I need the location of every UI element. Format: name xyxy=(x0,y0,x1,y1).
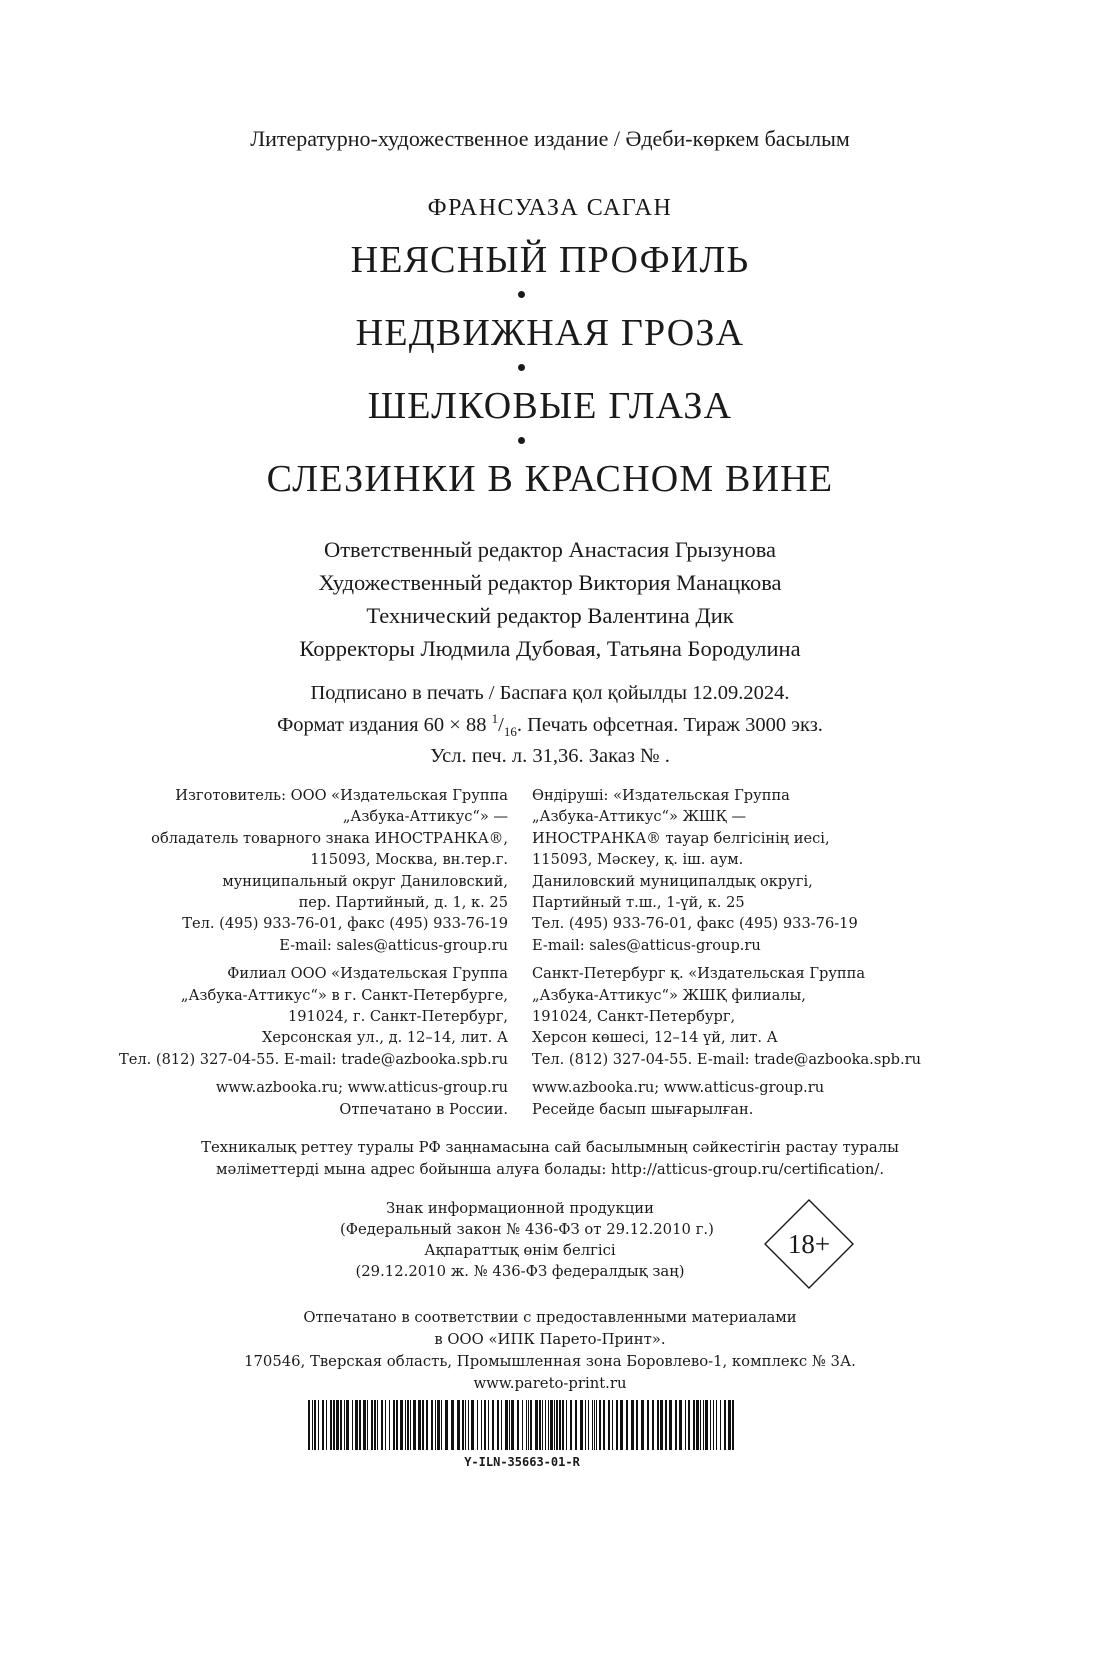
barcode-bars xyxy=(308,1400,736,1450)
barcode-bar xyxy=(457,1400,460,1450)
barcode-bar xyxy=(594,1400,595,1450)
title-separator-bullet xyxy=(518,291,525,298)
branch-line: 191024, г. Санкт-Петербург, xyxy=(287,1008,508,1026)
barcode-bar xyxy=(693,1400,695,1450)
barcode-bar xyxy=(333,1400,335,1450)
barcode-bar xyxy=(501,1400,502,1450)
barcode-bar xyxy=(330,1400,332,1450)
barcode-bar xyxy=(652,1400,654,1450)
barcode-bar xyxy=(407,1400,409,1450)
branch-line: Тел. (812) 327-04-55. E-mail: trade@azbooka.spb.ru xyxy=(118,1050,508,1068)
barcode-bar xyxy=(511,1400,514,1450)
barcode-bar xyxy=(405,1400,406,1450)
barcode-bar xyxy=(359,1400,361,1450)
barcode-bar xyxy=(352,1400,353,1450)
barcode-bar xyxy=(451,1400,454,1450)
barcode-bar xyxy=(422,1400,424,1450)
manufacturer-line: 115093, Мәскеу, қ. іш. аум. xyxy=(532,851,744,869)
info-product-sign-text xyxy=(340,1198,714,1282)
certification-line: Техникалық реттеу туралы РФ заңнамасына сай басылымның сәйкестігін растау туралы xyxy=(201,1139,899,1156)
branch-line: „Азбука-Аттикус“» ЖШҚ филиалы, xyxy=(532,986,806,1004)
barcode-bar xyxy=(528,1400,529,1450)
imprint-column-kz xyxy=(532,785,952,1120)
manufacturer-line: муниципальный округ Даниловский, xyxy=(222,872,508,890)
barcode-bar xyxy=(700,1400,701,1450)
barcode-bar xyxy=(344,1400,345,1450)
manufacturer-line: „Азбука-Аттикус“» — xyxy=(342,808,508,826)
barcode-bar xyxy=(426,1400,428,1450)
barcode-bar xyxy=(660,1400,663,1450)
format-suffix: . Печать офсетная. Тираж 3000 экз. xyxy=(516,713,823,736)
age-rating-diamond xyxy=(763,1198,855,1290)
manufacturer-line: Тел. (495) 933-76-01, факс (495) 933-76-19 xyxy=(532,915,858,933)
footer-line: www.azbooka.ru; www.atticus-group.ru xyxy=(215,1079,508,1097)
spacer xyxy=(108,956,508,963)
book-title-4: СЛЕЗИНКИ В КРАСНОМ ВИНЕ xyxy=(266,458,834,500)
barcode-bar xyxy=(336,1400,339,1450)
barcode-bar xyxy=(346,1400,349,1450)
info-sign-line: (29.12.2010 ж. № 436-ФЗ федералдық заң) xyxy=(355,1263,685,1280)
barcode-bar xyxy=(441,1400,442,1450)
certification-note xyxy=(0,1137,1100,1181)
spacer xyxy=(108,1070,508,1077)
barcode-bar xyxy=(396,1400,398,1450)
credits-block xyxy=(0,533,1100,665)
age-rating-text: 18+ xyxy=(787,1229,831,1259)
barcode-bar xyxy=(437,1400,440,1450)
barcode-bar xyxy=(371,1400,373,1450)
barcode-bar xyxy=(669,1400,672,1450)
barcode-bar xyxy=(620,1400,623,1450)
format-prefix: Формат издания 60 × 88 xyxy=(277,713,492,736)
barcode-bar xyxy=(522,1400,523,1450)
barcode-bar xyxy=(580,1400,583,1450)
barcode-bar xyxy=(393,1400,395,1450)
author-name: ФРАНСУАЗА САГАН xyxy=(427,195,673,221)
certification-line: мәліметтерді мына адрес бойынша алуға болады: http://atticus-group.ru/certification/. xyxy=(215,1161,885,1178)
manufacturer-line: E-mail: sales@atticus-group.ru xyxy=(532,936,761,954)
info-sign-line: Знак информационной продукции xyxy=(386,1200,654,1217)
credit-line: Технический редактор Валентина Дик xyxy=(366,603,734,628)
barcode-bar xyxy=(559,1400,561,1450)
barcode-bar xyxy=(389,1400,390,1450)
barcode-bar xyxy=(465,1400,466,1450)
signed-to-print: Подписано в печать / Баспаға қол қойылды 12.09.2024. xyxy=(310,682,790,704)
barcode-bar xyxy=(410,1400,411,1450)
barcode-bar xyxy=(566,1400,567,1450)
barcode-bar xyxy=(400,1400,403,1450)
title-separator-bullet xyxy=(518,364,525,371)
branch-line: Санкт-Петербург қ. «Издательская Группа xyxy=(532,965,866,983)
manufacturer-line: Өндіруші: «Издательская Группа xyxy=(532,787,790,804)
format-denominator: 16 xyxy=(503,723,517,739)
manufacturer-line: Тел. (495) 933-76-01, факс (495) 933-76-19 xyxy=(182,915,508,933)
barcode-bar xyxy=(685,1400,686,1450)
manufacturer-line: „Азбука-Аттикус“» ЖШҚ — xyxy=(532,808,747,826)
barcode-bar xyxy=(308,1400,310,1450)
format-line xyxy=(0,706,1100,744)
barcode-bar xyxy=(492,1400,494,1450)
barcode-bar xyxy=(647,1400,649,1450)
barcode-bar xyxy=(497,1400,499,1450)
barcode-bar xyxy=(385,1400,386,1450)
print-info-block xyxy=(0,681,1100,769)
credit-line: Корректоры Людмила Дубовая, Татьяна Бородулина xyxy=(299,636,801,661)
manufacturer-line: 115093, Москва, вн.тер.г. xyxy=(310,851,508,869)
barcode-bar xyxy=(710,1400,711,1450)
printer-block xyxy=(0,1307,1100,1395)
barcode-bar xyxy=(631,1400,634,1450)
footer-line: www.azbooka.ru; www.atticus-group.ru xyxy=(532,1079,825,1097)
barcode xyxy=(308,1400,736,1450)
format-slash: / xyxy=(498,713,504,736)
manufacturer-line: ИНОСТРАНКА® тауар белгісінің иесі, xyxy=(532,829,830,847)
barcode-bar xyxy=(488,1400,489,1450)
barcode-bar xyxy=(314,1400,316,1450)
barcode-bar xyxy=(377,1400,378,1450)
spacer xyxy=(532,1070,952,1077)
barcode-bar xyxy=(367,1400,368,1450)
branch-line: Тел. (812) 327-04-55. E-mail: trade@azbooka.spb.ru xyxy=(532,1050,922,1068)
barcode-bar xyxy=(588,1400,589,1450)
barcode-bar xyxy=(612,1400,613,1450)
barcode-bar xyxy=(703,1400,704,1450)
barcode-bar xyxy=(570,1400,572,1450)
barcode-bar xyxy=(713,1400,714,1450)
barcode-bar xyxy=(312,1400,313,1450)
format-numerator: 1 xyxy=(491,711,499,726)
barcode-bar xyxy=(675,1400,677,1450)
barcode-bar xyxy=(626,1400,628,1450)
barcode-label: Y-ILN-35663-01-R xyxy=(464,1455,580,1469)
barcode-bar xyxy=(554,1400,555,1450)
manufacturer-line: пер. Партийный, д. 1, к. 25 xyxy=(298,894,508,912)
footer-line: Отпечатано в России. xyxy=(339,1100,508,1118)
barcode-bar xyxy=(484,1400,486,1450)
barcode-bar xyxy=(720,1400,721,1450)
barcode-bar xyxy=(616,1400,618,1450)
barcode-bar xyxy=(716,1400,717,1450)
printer-line: 170546, Тверская область, Промышленная зона Боровлево-1, комплекс № 3А. xyxy=(244,1353,856,1370)
book-title-1: НЕЯСНЫЙ ПРОФИЛЬ xyxy=(350,239,750,281)
footer-line: Ресейде басып шығарылған. xyxy=(532,1100,754,1118)
barcode-bar xyxy=(657,1400,659,1450)
info-sign-line: Ақпараттық өнім белгісі xyxy=(424,1242,616,1259)
branch-line: Херсон көшесі, 12–14 үй, лит. А xyxy=(532,1029,778,1047)
printer-line: www.pareto-print.ru xyxy=(473,1375,627,1392)
printer-line: в ООО «ИПК Парето-Принт». xyxy=(434,1331,666,1348)
barcode-bar xyxy=(542,1400,543,1450)
barcode-bar xyxy=(381,1400,383,1450)
barcode-bar xyxy=(505,1400,508,1450)
barcode-bar xyxy=(696,1400,699,1450)
manufacturer-line: обладатель товарного знака ИНОСТРАНКА®, xyxy=(151,829,508,847)
barcode-bar xyxy=(535,1400,538,1450)
manufacturer-line: Даниловский муниципалдық округі, xyxy=(532,872,813,890)
barcode-bar xyxy=(530,1400,532,1450)
title-separator-bullet xyxy=(518,437,525,444)
barcode-bar xyxy=(374,1400,376,1450)
barcode-bar xyxy=(468,1400,469,1450)
branch-line: Филиал ООО «Издательская Группа xyxy=(227,965,508,983)
barcode-bar xyxy=(556,1400,558,1450)
imprint-column-ru xyxy=(108,785,508,1120)
barcode-bar xyxy=(585,1400,586,1450)
barcode-bar xyxy=(599,1400,601,1450)
age-rating-badge xyxy=(763,1198,855,1290)
barcode-bar xyxy=(526,1400,527,1450)
barcode-bar xyxy=(679,1400,682,1450)
barcode-bar xyxy=(481,1400,482,1450)
manufacturer-line: Партийный т.ш., 1-үй, к. 25 xyxy=(532,894,745,912)
barcode-bar xyxy=(435,1400,436,1450)
barcode-bar xyxy=(340,1400,342,1450)
barcode-bar xyxy=(688,1400,690,1450)
book-title-3: ШЕЛКОВЫЕ ГЛАЗА xyxy=(367,385,733,427)
barcode-bar xyxy=(641,1400,644,1450)
barcode-bar xyxy=(363,1400,366,1450)
barcode-bar xyxy=(413,1400,416,1450)
book-title-2: НЕДВИЖНАЯ ГРОЗА xyxy=(355,312,745,354)
branch-line: „Азбука-Аттикус“» в г. Санкт-Петербурге, xyxy=(180,986,508,1004)
barcode-bar xyxy=(326,1400,327,1450)
barcode-bar xyxy=(608,1400,610,1450)
barcode-bar xyxy=(732,1400,734,1450)
barcode-bar xyxy=(355,1400,358,1450)
barcode-bar xyxy=(462,1400,464,1450)
credit-line: Ответственный редактор Анастасия Грызунова xyxy=(323,537,777,562)
barcode-bar xyxy=(477,1400,478,1450)
barcode-bar xyxy=(517,1400,519,1450)
printer-line: Отпечатано в соответствии с предоставленными материалами xyxy=(303,1309,797,1326)
spacer xyxy=(532,956,952,963)
barcode-bar xyxy=(705,1400,708,1450)
info-sign-line: (Федеральный закон № 436-ФЗ от 29.12.2010 г.) xyxy=(340,1221,714,1238)
barcode-bar xyxy=(636,1400,638,1450)
barcode-bar xyxy=(548,1400,549,1450)
barcode-bar xyxy=(724,1400,726,1450)
barcode-bar xyxy=(539,1400,541,1450)
barcode-bar xyxy=(418,1400,421,1450)
credit-line: Художественный редактор Виктория Манацкова xyxy=(318,570,782,595)
branch-line: Херсонская ул., д. 12–14, лит. А xyxy=(261,1029,508,1047)
barcode-bar xyxy=(318,1400,319,1450)
edition-type: Литературно-художественное издание / Әдеби-көркем басылым xyxy=(250,126,850,151)
barcode-bar xyxy=(603,1400,605,1450)
barcode-bar xyxy=(471,1400,474,1450)
branch-line: 191024, Санкт-Петербург, xyxy=(532,1008,736,1026)
manufacturer-line: Изготовитель: ООО «Издательская Группа xyxy=(175,787,508,804)
sheets-order: Усл. печ. л. 31,36. Заказ № . xyxy=(430,744,670,767)
barcode-bar xyxy=(665,1400,667,1450)
barcode-bar xyxy=(431,1400,433,1450)
manufacturer-line: E-mail: sales@atticus-group.ru xyxy=(279,936,508,954)
barcode-bar xyxy=(728,1400,731,1450)
barcode-bar xyxy=(445,1400,448,1450)
barcode-bar xyxy=(562,1400,564,1450)
barcode-bar xyxy=(322,1400,324,1450)
barcode-bar xyxy=(550,1400,553,1450)
barcode-bar xyxy=(596,1400,597,1450)
barcode-bar xyxy=(592,1400,593,1450)
barcode-bar xyxy=(545,1400,546,1450)
barcode-bar xyxy=(509,1400,510,1450)
barcode-bar xyxy=(575,1400,577,1450)
